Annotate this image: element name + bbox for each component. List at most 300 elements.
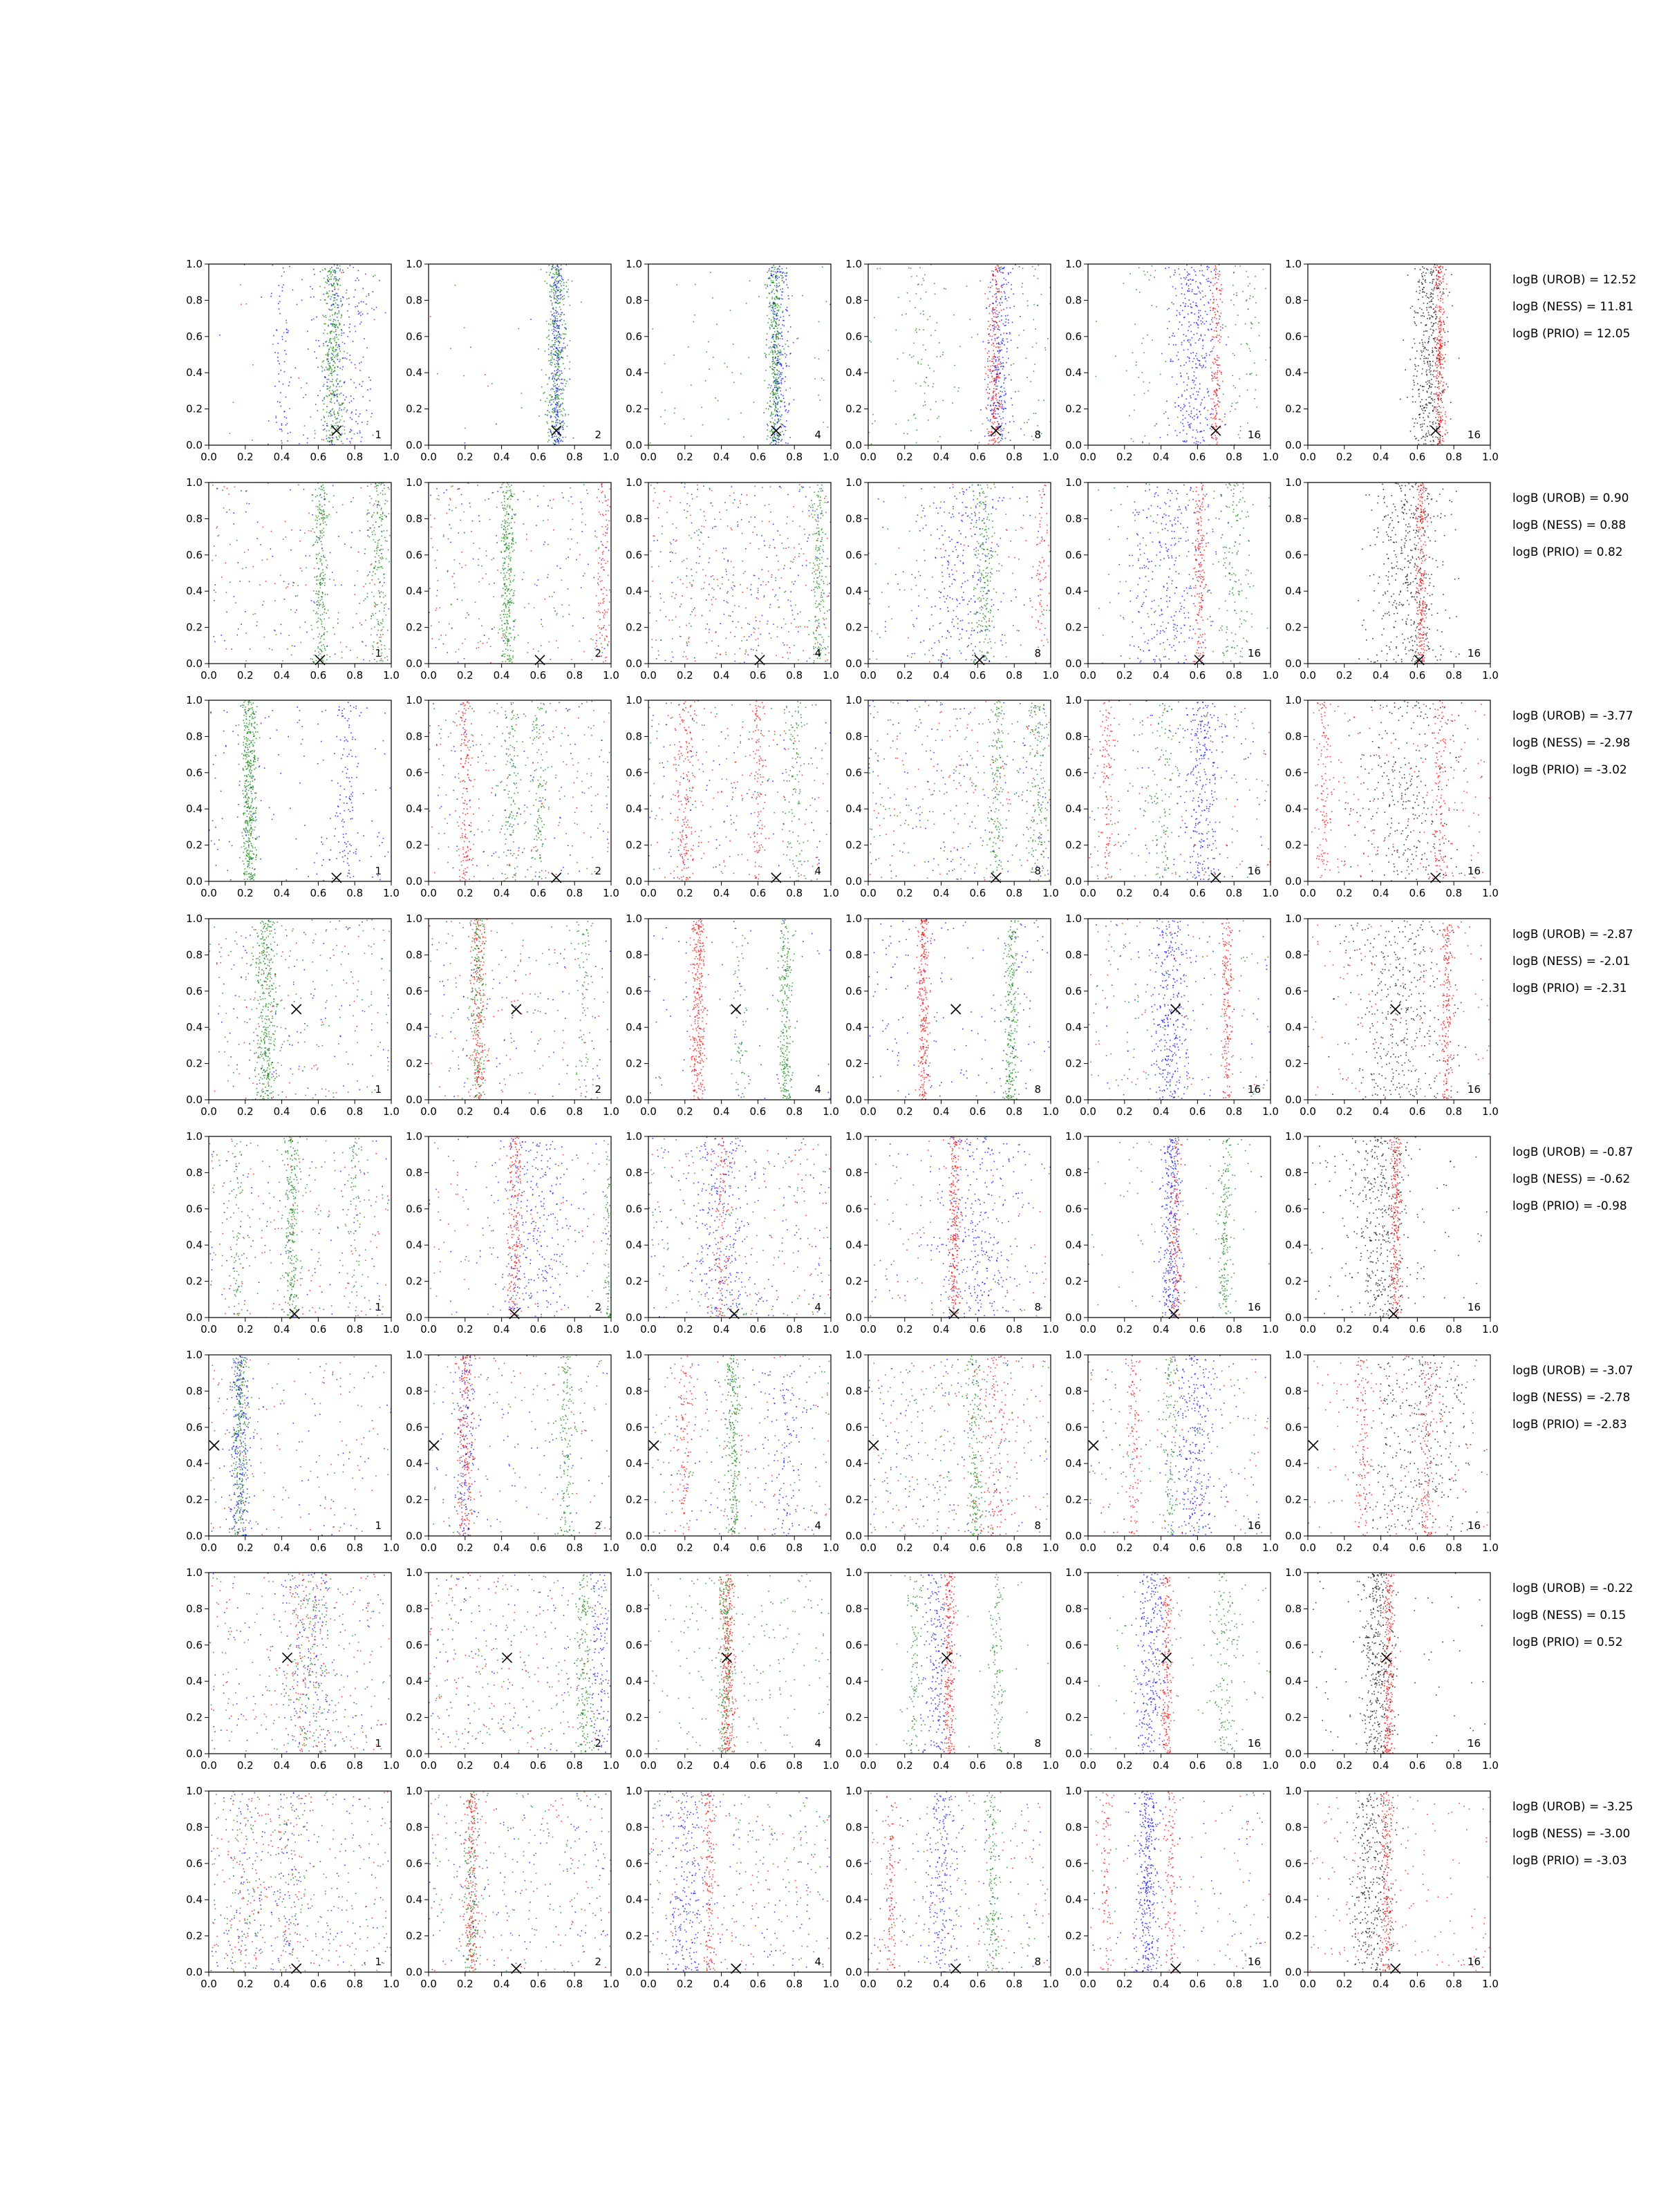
data-point (342, 426, 344, 427)
data-point (1001, 285, 1002, 286)
data-point (1182, 409, 1183, 410)
data-point (1430, 374, 1432, 375)
data-point (1002, 338, 1004, 339)
data-point (1429, 301, 1430, 303)
data-point (552, 265, 554, 266)
data-point (344, 382, 345, 384)
data-point (1434, 266, 1435, 268)
data-point (1417, 422, 1418, 424)
data-point (1002, 391, 1003, 393)
data-point (1175, 406, 1177, 408)
data-point (994, 384, 995, 386)
data-point (789, 437, 791, 438)
data-point (430, 316, 431, 317)
data-point (1197, 391, 1198, 393)
data-point (321, 532, 323, 534)
data-point (1002, 423, 1003, 424)
data-point (993, 439, 994, 440)
data-point (1013, 306, 1015, 307)
data-point (326, 612, 327, 614)
data-point (341, 272, 343, 274)
data-point (350, 379, 352, 380)
data-point (779, 285, 780, 286)
data-point (565, 437, 567, 438)
data-point (765, 380, 766, 382)
data-point (311, 319, 312, 321)
data-point (1429, 369, 1430, 371)
data-point (332, 357, 333, 358)
data-point (1178, 406, 1179, 407)
data-point (553, 399, 554, 400)
data-point (342, 270, 344, 271)
data-point (935, 330, 936, 331)
data-point (796, 338, 798, 339)
data-point (330, 276, 332, 278)
data-point (560, 388, 561, 390)
data-point (1177, 310, 1178, 312)
data-point (541, 386, 543, 388)
data-point (247, 550, 249, 551)
data-point (559, 287, 560, 288)
data-point (774, 400, 775, 401)
data-point (363, 301, 364, 303)
data-point (558, 377, 559, 379)
data-point (333, 355, 335, 357)
data-point (377, 507, 378, 508)
data-point (355, 387, 357, 388)
data-point (551, 364, 552, 366)
data-point (303, 435, 304, 436)
data-point (1152, 265, 1153, 267)
data-point (315, 489, 317, 490)
data-point (563, 304, 565, 306)
data-point (986, 407, 987, 409)
data-point (1143, 382, 1145, 383)
data-point (561, 422, 563, 423)
data-point (1436, 357, 1437, 359)
data-point (998, 437, 1000, 438)
data-point (1431, 322, 1432, 324)
data-point (551, 289, 552, 290)
data-point (999, 268, 1000, 269)
data-point (778, 436, 780, 438)
data-point (952, 402, 953, 404)
data-point (994, 422, 995, 423)
data-point (310, 530, 312, 532)
data-point (1006, 319, 1007, 320)
data-point (775, 308, 776, 309)
data-point (259, 585, 261, 586)
data-point (376, 307, 377, 308)
data-point (323, 580, 324, 581)
data-point (1250, 328, 1252, 329)
data-point (380, 567, 382, 568)
data-point (997, 371, 998, 373)
data-point (997, 350, 999, 352)
data-point (321, 645, 322, 646)
data-point (558, 440, 559, 441)
data-point (907, 433, 908, 435)
data-point (385, 603, 386, 605)
x-tick-label: 1.0 (1262, 451, 1279, 463)
data-point (774, 267, 776, 268)
data-point (1211, 413, 1212, 415)
data-point (327, 565, 328, 566)
data-point (1028, 419, 1029, 420)
data-point (997, 314, 999, 315)
data-point (377, 494, 379, 496)
data-point (766, 354, 767, 355)
data-point (316, 583, 317, 585)
data-point (774, 377, 775, 379)
data-point (1415, 402, 1416, 403)
data-point (565, 324, 566, 325)
data-point (370, 379, 371, 381)
data-point (559, 375, 560, 377)
data-point (769, 277, 771, 279)
data-point (781, 400, 782, 402)
data-point (559, 316, 561, 317)
data-point (771, 442, 772, 444)
data-point (786, 275, 787, 276)
data-point (1440, 348, 1441, 350)
data-point (1182, 423, 1183, 424)
data-point (1194, 314, 1196, 315)
data-point (1215, 277, 1217, 279)
data-point (1443, 278, 1444, 279)
data-point (1004, 278, 1005, 279)
logb-annotation: logB (PRIO) = 12.05 (1512, 327, 1630, 341)
data-point (1204, 324, 1206, 325)
data-point (557, 394, 559, 395)
data-point (778, 398, 780, 400)
data-point (557, 362, 559, 363)
data-point (326, 516, 327, 517)
y-tick-label: 1.0 (845, 258, 862, 270)
data-point (818, 359, 820, 360)
data-point (772, 366, 774, 367)
data-point (323, 487, 324, 489)
data-point (990, 410, 991, 411)
data-point (1190, 306, 1192, 308)
data-point (292, 645, 293, 646)
data-point (341, 305, 343, 306)
data-point (1436, 436, 1437, 438)
data-point (989, 313, 991, 315)
data-point (1019, 266, 1020, 268)
data-point (1441, 324, 1442, 325)
data-point (780, 289, 781, 290)
data-point (1186, 265, 1188, 266)
data-point (554, 409, 556, 410)
data-point (1436, 339, 1438, 341)
data-point (733, 382, 735, 383)
data-point (1191, 267, 1192, 268)
data-point (780, 391, 781, 392)
data-point (282, 287, 283, 288)
data-point (991, 311, 993, 312)
data-point (1427, 297, 1428, 298)
data-point (1425, 437, 1426, 438)
data-point (361, 301, 362, 303)
data-point (244, 552, 245, 553)
data-point (921, 359, 923, 360)
data-point (1433, 270, 1434, 272)
data-point (323, 424, 324, 426)
data-point (772, 324, 774, 326)
data-point (1192, 352, 1194, 353)
data-point (778, 310, 779, 312)
data-point (1439, 438, 1441, 440)
data-point (384, 608, 385, 609)
data-point (779, 272, 780, 273)
data-point (332, 437, 333, 438)
data-point (1428, 402, 1430, 404)
data-point (778, 439, 779, 440)
data-point (923, 278, 924, 279)
data-point (373, 525, 374, 526)
data-point (547, 432, 549, 433)
data-point (997, 364, 999, 365)
data-point (781, 415, 782, 416)
data-point (1208, 267, 1210, 268)
data-point (274, 386, 276, 387)
data-point (380, 493, 382, 494)
data-point (545, 281, 546, 282)
data-point (340, 285, 341, 286)
data-point (376, 548, 377, 550)
data-point (554, 393, 556, 395)
data-point (1422, 289, 1423, 290)
data-point (993, 423, 994, 424)
data-point (341, 332, 343, 334)
data-point (334, 411, 335, 413)
data-point (1423, 291, 1424, 292)
data-point (1215, 373, 1217, 374)
data-point (993, 440, 994, 442)
data-point (1215, 438, 1217, 439)
data-point (1414, 382, 1415, 384)
data-point (261, 297, 262, 298)
data-point (1432, 297, 1434, 299)
data-point (556, 380, 557, 382)
data-point (1440, 334, 1441, 335)
data-point (991, 344, 993, 346)
data-point (987, 386, 988, 388)
data-point (777, 269, 778, 270)
data-point (769, 327, 771, 328)
data-point (1436, 392, 1438, 393)
y-tick-label: 0.0 (186, 439, 203, 451)
data-point (1433, 371, 1434, 372)
data-point (286, 418, 288, 419)
data-point (332, 285, 334, 286)
data-point (993, 370, 994, 371)
data-point (780, 376, 781, 377)
data-point (1442, 391, 1443, 392)
data-point (903, 433, 905, 434)
data-point (1002, 411, 1004, 413)
data-point (774, 311, 776, 312)
data-point (993, 392, 994, 393)
data-point (559, 354, 561, 355)
data-point (547, 410, 549, 411)
data-point (778, 420, 780, 422)
data-point (990, 420, 991, 421)
data-point (1012, 415, 1013, 417)
data-point (337, 396, 338, 397)
data-point (1005, 321, 1006, 323)
data-point (1217, 304, 1219, 306)
data-point (1438, 396, 1440, 397)
data-point (1433, 290, 1434, 292)
data-point (281, 624, 282, 626)
data-point (1174, 272, 1176, 273)
data-point (342, 341, 344, 343)
data-point (779, 345, 780, 346)
data-point (556, 366, 557, 368)
data-point (221, 635, 222, 636)
data-point (1188, 422, 1189, 423)
data-point (1221, 290, 1222, 292)
data-point (1438, 354, 1439, 355)
data-point (1428, 297, 1430, 299)
data-point (1216, 318, 1217, 319)
data-point (789, 388, 791, 389)
data-point (556, 295, 557, 297)
data-point (772, 307, 774, 308)
data-point (771, 418, 773, 419)
data-point (1190, 339, 1191, 341)
data-point (1191, 411, 1192, 412)
data-point (776, 299, 778, 300)
data-point (1191, 312, 1192, 314)
data-point (828, 350, 830, 351)
data-point (321, 621, 323, 623)
data-point (363, 659, 364, 661)
data-point (554, 408, 556, 409)
data-point (1439, 306, 1441, 307)
data-point (562, 402, 563, 404)
data-point (561, 350, 562, 351)
data-point (331, 306, 332, 307)
data-point (1216, 330, 1217, 332)
data-point (1436, 361, 1438, 362)
data-point (780, 387, 782, 388)
data-point (1192, 279, 1193, 281)
data-point (330, 268, 331, 270)
data-point (774, 362, 776, 363)
data-point (1430, 328, 1432, 330)
data-point (993, 410, 994, 411)
data-point (379, 550, 381, 552)
data-point (351, 362, 353, 364)
data-point (1004, 283, 1005, 285)
data-point (368, 293, 370, 294)
data-point (337, 317, 338, 318)
data-point (303, 397, 304, 399)
data-point (768, 278, 769, 279)
data-point (545, 375, 547, 376)
data-point (337, 425, 338, 427)
data-point (1441, 421, 1442, 422)
data-point (376, 553, 377, 554)
data-point (1440, 407, 1441, 409)
data-point (1212, 296, 1214, 297)
data-point (321, 510, 323, 512)
data-point (1002, 268, 1003, 270)
data-point (1216, 426, 1217, 427)
data-point (555, 395, 556, 396)
data-point (322, 602, 324, 603)
data-point (1254, 363, 1255, 364)
data-point (307, 331, 308, 332)
data-point (562, 347, 563, 348)
data-point (315, 577, 316, 578)
data-point (1440, 301, 1441, 302)
data-point (1432, 351, 1434, 353)
data-point (341, 369, 343, 371)
data-point (355, 364, 356, 366)
data-point (566, 282, 568, 283)
data-point (317, 520, 318, 521)
data-point (1003, 268, 1004, 269)
data-point (1188, 279, 1189, 281)
data-point (1134, 324, 1136, 325)
data-point (375, 561, 377, 563)
data-point (1438, 431, 1440, 433)
data-point (335, 327, 336, 328)
data-point (1255, 276, 1256, 277)
data-point (1438, 376, 1439, 377)
data-point (1443, 293, 1445, 294)
data-point (1200, 310, 1201, 312)
data-point (1440, 339, 1441, 341)
data-point (1443, 312, 1445, 313)
data-point (379, 610, 380, 612)
data-point (1423, 331, 1425, 332)
data-point (324, 324, 325, 325)
data-point (332, 274, 333, 276)
data-point (1434, 393, 1435, 395)
data-point (363, 357, 364, 358)
data-point (1215, 312, 1216, 313)
data-point (776, 385, 777, 386)
data-point (1186, 398, 1188, 400)
data-point (559, 347, 561, 348)
data-point (1144, 435, 1145, 437)
data-point (555, 318, 556, 319)
data-point (1006, 339, 1008, 340)
data-point (1421, 355, 1423, 356)
data-point (1181, 342, 1183, 344)
data-point (1192, 394, 1194, 395)
data-point (359, 370, 361, 371)
data-point (563, 437, 564, 438)
data-point (373, 512, 375, 514)
data-point (1425, 404, 1427, 406)
data-point (773, 310, 774, 311)
x-tick-label: 0.4 (1373, 451, 1389, 463)
data-point (1439, 344, 1441, 346)
data-point (903, 353, 904, 354)
data-point (1435, 267, 1436, 268)
data-point (566, 265, 568, 266)
data-point (1172, 286, 1174, 288)
data-point (782, 278, 783, 279)
data-point (1432, 289, 1433, 290)
data-point (1423, 413, 1425, 414)
